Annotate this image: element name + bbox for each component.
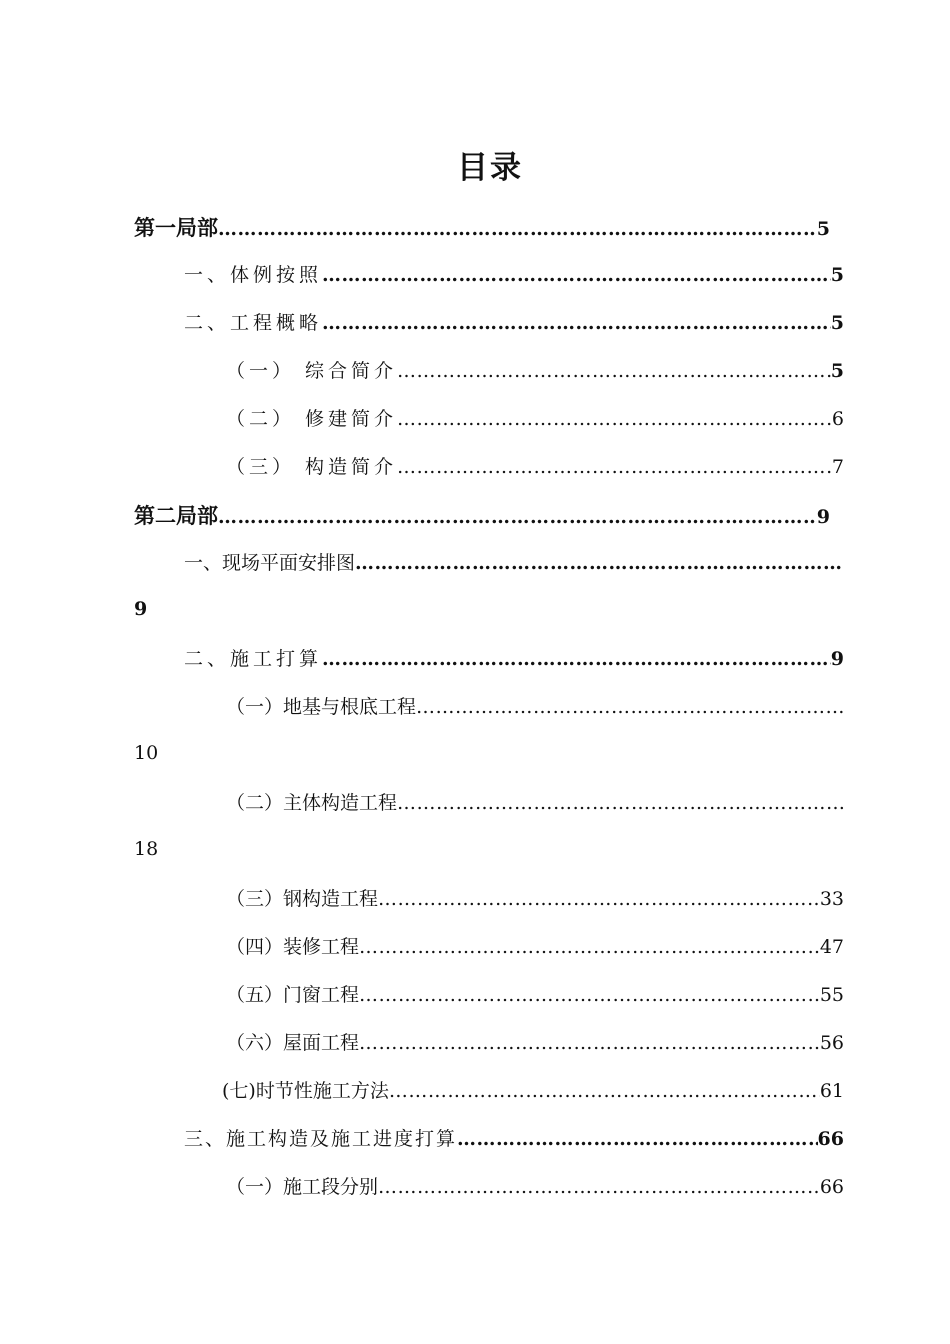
toc-entry-page: 9 xyxy=(134,598,148,620)
toc-leader xyxy=(359,1032,820,1054)
toc-entry-label: 一、现场平面安排图 xyxy=(184,552,356,574)
toc-entry-page: 9 xyxy=(816,506,830,528)
toc-entry[interactable] xyxy=(226,452,844,484)
toc-entry[interactable] xyxy=(134,500,830,532)
toc-leader xyxy=(457,1128,818,1150)
toc-leader xyxy=(397,360,831,382)
toc-entry-page: 61 xyxy=(819,1080,844,1102)
toc-entry-label: （五）门窗工程 xyxy=(226,984,360,1006)
toc-entry[interactable] xyxy=(134,212,830,244)
toc-leader xyxy=(378,1176,820,1198)
toc-entry-page: 5 xyxy=(830,312,844,334)
toc-leader xyxy=(378,888,820,910)
toc-entry[interactable] xyxy=(184,260,844,292)
toc-leader xyxy=(218,218,817,240)
toc-entry-label: （四）装修工程 xyxy=(226,936,360,958)
toc-entry-page: 5 xyxy=(830,360,844,382)
toc-entry[interactable] xyxy=(226,356,844,388)
toc-leader xyxy=(397,408,832,430)
toc-entry-label: （一）施工段分别 xyxy=(226,1176,379,1198)
toc-entry-page: 56 xyxy=(819,1032,844,1054)
toc-leader xyxy=(397,456,832,478)
toc-entry-label: 一、体例按照 xyxy=(184,264,323,286)
toc-leader xyxy=(218,506,817,528)
toc-entry-page: 66 xyxy=(817,1128,844,1150)
toc-entry-label: （一） 综合简介 xyxy=(226,360,398,382)
page-title: 目录 xyxy=(457,150,523,186)
toc-entry-label: （二） 修建简介 xyxy=(226,408,398,430)
toc-entry-page: 55 xyxy=(819,984,844,1006)
toc-entry[interactable] xyxy=(184,308,844,340)
toc-leader xyxy=(397,792,844,814)
toc-entry-label: (七)时节性施工方法 xyxy=(222,1080,389,1102)
toc-leader xyxy=(416,696,844,718)
toc-entry-page: 9 xyxy=(830,648,844,670)
toc-entry-page: 5 xyxy=(830,264,844,286)
toc-entry[interactable] xyxy=(184,644,844,676)
toc-entry-page: 18 xyxy=(134,838,159,860)
toc-leader xyxy=(322,264,831,286)
toc-entry-label: （三） 构造简介 xyxy=(226,456,398,478)
toc-entry-label: 三、施工构造及施工进度打算 xyxy=(184,1128,458,1150)
toc-entry-label: 二、工程概略 xyxy=(184,312,323,334)
toc-entry-label: （六）屋面工程 xyxy=(226,1032,360,1054)
toc-leader xyxy=(355,552,844,574)
toc-entry-page: 5 xyxy=(816,218,830,240)
toc-entry[interactable] xyxy=(226,980,844,1012)
toc-entry-page: 47 xyxy=(819,936,844,958)
toc-entry-page: 66 xyxy=(819,1176,844,1198)
toc-entry-page: 7 xyxy=(831,456,844,478)
toc-entry[interactable] xyxy=(226,404,844,436)
toc-entry-label: （一）地基与根底工程 xyxy=(226,696,417,718)
toc-entry-label: 二、施工打算 xyxy=(184,648,323,670)
toc-leader xyxy=(359,984,820,1006)
toc-entry-page: 6 xyxy=(831,408,844,430)
toc-entry-label: 第一局部 xyxy=(134,216,218,240)
toc-leader xyxy=(322,312,831,334)
toc-entry-label: （二）主体构造工程 xyxy=(226,792,398,814)
toc-entry[interactable] xyxy=(226,788,844,820)
toc-entry-label: （三）钢构造工程 xyxy=(226,888,379,910)
toc-entry[interactable] xyxy=(226,1172,844,1204)
toc-entry[interactable] xyxy=(226,932,844,964)
toc-entry-label: 第二局部 xyxy=(134,504,218,528)
toc-entry[interactable] xyxy=(184,548,844,580)
toc-entry[interactable] xyxy=(226,884,844,916)
toc-entry[interactable] xyxy=(226,692,844,724)
toc-entry[interactable] xyxy=(226,1028,844,1060)
toc-entry-page: 33 xyxy=(819,888,844,910)
toc-leader xyxy=(322,648,831,670)
toc-entry[interactable] xyxy=(222,1076,844,1108)
toc-leader xyxy=(389,1080,820,1102)
toc-entry-page: 10 xyxy=(134,742,159,764)
toc-entry[interactable] xyxy=(184,1124,844,1156)
toc-leader xyxy=(359,936,820,958)
